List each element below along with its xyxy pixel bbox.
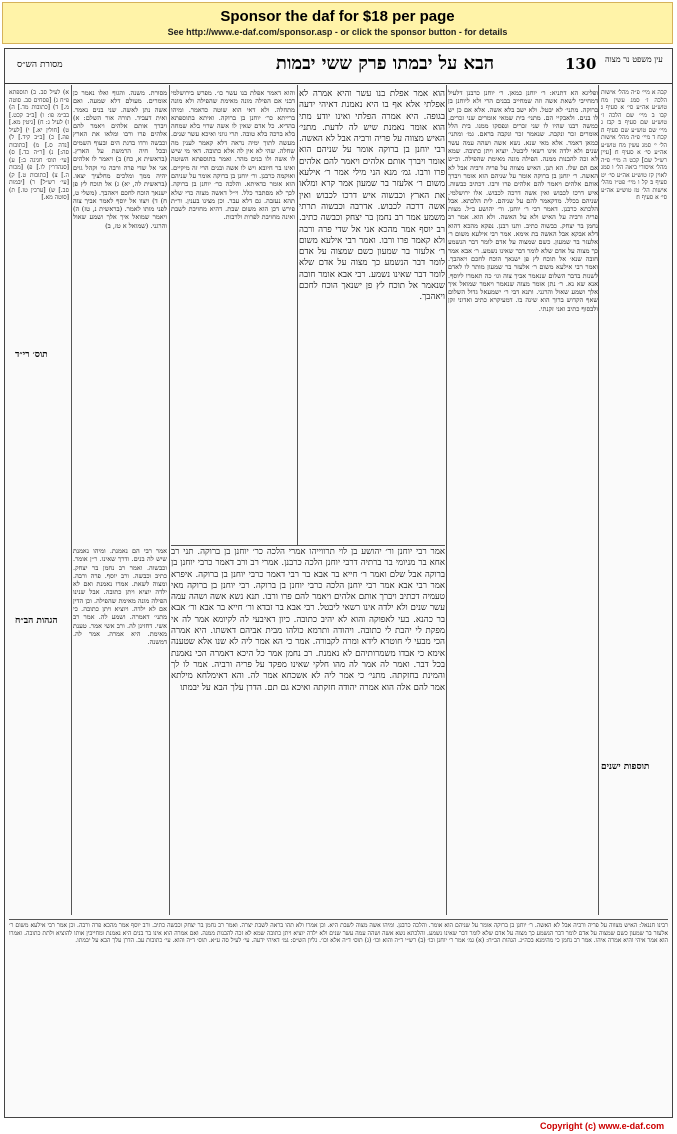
ein-mishpat-header: עין משפט נר מצוה (605, 55, 663, 64)
tosafot-yeshanim-label: תוספות ישנים (601, 762, 650, 772)
tosafot-rid-label: תוס׳ רי״ד (15, 350, 48, 360)
masoret-header: מסורת הש״ס (17, 60, 63, 70)
page-header (5, 49, 672, 84)
gemara-continuation: אמר רבי יוחנן ור׳ יהושע בן לוי תרווייהו אמרי הלכה כר׳ יוחנן בן ברוקה. תני רב אחא בר מניומי בר ברתיה דרבי יוחנן הלכה כרבנן. אמרי רב ורב דאמר כרבי יוחנן בן ברוקה אבל שלם ואמר ר׳ חייא בר אבא בר רבי דאמר כרבי יוחנן בן ברוקה. איפרא אמר רבי אבא אמר רבי יוחנן הלכה כרבי יוחנן בן ברוקה. רבי יוחנן בן ברוקה מאי טעמיה דכתיב ויברך אותם אלהים ויאמר להם פרו ורבו. תנא נשא אשה ושהה עמה עשר שנים ולא ילדה אינו רשאי ליבטל. רבי אבא בר זבדא ור׳ חייא בר אבא ור׳ אבא בר כהנא. בעי לאפוקה והוא לא יהיב כתובה. כיון דאיבעי לה לקיומא אמר לה אי מפקת לי יהבת לי כתובה. ויהודה ותרמא כולהו מבית אביהם דאשתו. היא אמרה הכי מבעי לי חוטרא לידא ומרה לקבורה. אמר כי הא אמר ליה לא שנו אלא שטענה אימא כי אבדו משמרותיהם לא נאמנת. רב נחמן אמר כל היכא דאמרה הכי נאמנת בכל דבר. ואמר לה אמר לה מהו חלקי שאינו מפקד על פריה ורביה. אמר לו לך והמינת בחזקתה. מתני׳ כי אמר ליה לא אשכחא אמר לה. והא דאימלחא מילתא אמר להם אלה הוא אמרה יהודה חזקתה ואיכא גם תם. הדרן עלך הבא על יבמתו (171, 547, 445, 693)
sponsor-banner[interactable] (2, 2, 673, 44)
page-number: 130 (565, 55, 597, 73)
tosafot-continuation: אמר רבי הם נאמנת. ומיהו נאמנת שיש לה בנים. ודרך שאינו. ר״ן אומר. וכבשוה. ואמר רב נחמן בר יצחק. כתיב וכבשה. ורב יוסף. פרה ורבה. ומצוה לשאת. אמרו נאמנת ואם לא ילדה יוציא ויתן כתובה. אבל שנינו הפילה מונה מאימת שהפילה. וכן הדין אם לא ילדה. ויוציא ויתן כתובה. כי מתני׳ דאמרה. ושמע לה. אמר רב אשי. דחזינן לה. ורב אשי אמר. טענת מאימת. היא אמרה. אמר לה. דמשנה. (73, 547, 167, 647)
rabbeinu-chananel-section: רבינו חננאל: האיש מצווה על פריה ורביה אבל לא האשה. ר׳ יוחנן בן ברוקה אומר על שניהם הוא אומר. והלכה כרבנן. ומיהו אשה מצוה לשבת היא. וכן אמרו ולא תהו בראה לשבת יצרה. ואמר רב נחמן בר יצחק וכבשה כתיב. ורב יוסף אמר מהכא פרה ורבה. וכן אמר רבי אילעא משום ר׳ אלעזר בר שמעון כשם שמצוה על אדם לומר דבר הנשמע כך מצוה על אדם שלא לומר דבר שאינו נשמע. והלכתא נשא אשה ושהה עמה עשר שנים ולא ילדה יוציא ויתן כתובה שמא לא זכה להבנות ממנה. ואם אמרה הוא אינו בר בנים היא נאמנת ומחייבין אותו להוציא ולתת כתובה. ואמרו הוא אמר איהי והיא אמרה איהו. אמר רב נחמן כי מהימנא בכה״ג. הגהות הב״ח: (א) גמ׳ אמר ר׳ יוחנן וכו׳ (ב) רש״י ד״ה והוא וכו׳ (ג) תוס׳ ד״ה אלא וכו׳. גליון הש״ס: גמ׳ דאיהי ידעה. עי׳ לעיל סה ע״א. תוס׳ ד״ה והוא. עי׳ כתובות עב. הדרן עלך הבא על יבמתו. (9, 919, 668, 1107)
rashi-commentary: ופליגא הא דתניא: ר׳ יוחנן כמאן. ר׳ יוחנן כרבנן דלעיל דמחייבי לשאת אשה וזה שמחייב בבנים הרי ולא ליוחנן בן ברוקה. מתני׳ לא יבטל. ולא ישב בלא אשה. אלא אם כן יש לו בנים. ולאבקיי הם. מתני׳ בית שמאי אומרים שני זכרים. כמשה רבנו שהיו לו שני זכרים ונפסקו ממנו. בית הלל אומרים זכר ונקבה. שנאמר זכר ונקבה בראם. גמ׳ ומתני׳ כמאן דאמר. אלא מאי שנא. נשא אשה ושהה עמה עשר שנים ולא ילדה אינו רשאי ליבטל. יוציא ויתן כתובה. שמא לא זכה להבנות ממנה. הפילה מונה מאימת שהפילה. וכ״ש אם הם שלו. הא תנן. האיש מצווה על פריה ורביה אבל לא האשה. ר׳ יוחנן בן ברוקה אומר על שניהם הוא אומר ויברך אותם אלהים ויאמר להם אלהים פרו ורבו. דכתיב כבשוה. איש דרכו לכבוש ואין אשה דרכה לכבוש. אלו ירושלמי. שניהם בכלל. מדקאמר להם על שניהם. לית הלכתא. אבל הלכתא כרבנן. דאמר רבי ר׳ יוחנן. ור׳ יהושע ב״ל. מצות פריה ורביה על האיש ולא על האשה. ולא הוא. אמר רב נחמן בר יצחק. כבשוה כתיב. ותנו רבנן. נפקא מהכא דהוא דלא אבקא אבל האשה בת אימא. אמר רבי אילעא משום ר׳ אלעזר בר שמעון. כשם שמצוה על אדם לומר דבר הנשמע כך מצוה על אדם שלא לומר דבר שאינו נשמע. ר׳ אבא אמר חובה שנא׳ אל תוכח לץ פן ישנאך הוכח לחכם ויאהבך. ואמר רבי אילעא משום ר׳ אלעזר בר שמעון מותר לו לאדם לשנות בדבר השלום שנאמר אביך צוה וגו׳ כה תאמרו ליוסף. אנא שא נא. ר׳ נתן אומר מצוה שנאמר ויאמר שמואל איך אלך ושמע שאול והרגני. ותנא דבי ר׳ ישמעאל גדול השלום שאף הקדוש ברוך הוא שינה בו. דמעיקרא כתיב ואדוני זקן ולבסוף כתיב ואני זקנתי. (448, 89, 598, 313)
sponsor-title: Sponsor the daf for $18 per page (220, 8, 455, 25)
gemara-text: הוא אמר אפלת בנו עשר והיא אמרה לא אפלתי אלא אף בו היא נאמנת דאיהי ידעה בגופה. היא אמרה הפלתי ואינו יודע מתי הוא אומר נאמנת שיש לה לדעת. מתני׳ האיש מצווה על פריה ורביה אבל לא האשה. רבי יוחנן בן ברוקה אומר על שניהם הוא אומר ויברך אותם אלהים ויאמר להם אלהים פרו ורבו. גמ׳ מנא הני מילי אמר ר׳ אילעא משום ר׳ אלעזר בר שמעון אמר קרא ומלאו את הארץ וכבשוה איש דרכו לכבוש ואין אשה דרכה לכבוש. אדרבה וכבשוה תרתי משמע אמר רב נחמן בר יצחק וכבשה כתיב. רב יוסף אמר מהכא אני אל שדי פרה ורבה ולא קאמר פרו ורבו. ואמר רבי אילעא משום ר׳ אלעזר בר שמעון כשם שמצוה על אדם לומר דבר הנשמע כך מצוה על אדם שלא לומר דבר שאינו נשמע. רבי אבא אומר חובה שנאמר אל תוכח לץ פן ישנאך הוכח לחכם ויאהבך. (299, 89, 445, 303)
masoret-hashas-column: א) לעיל סב. ב) תוספתא פ״ח ג) [פסחים סב. סוטה מ.] ד) [כתובות מד.] ה) בב״מ פו: ו) [ב״ב קכט.] ז) לעיל ג: ח) [גיטין מא.] ט) [חולין יא.] י) [לעיל פה.] כ) [ב״ב קיד.] ל) [נדה ס.] מ) [כתובות סה:] נ) [ר״ה כד.] ס) [עי׳ תוס׳ חגיגה ב:] ע) [סנהדרין לו.] פ) [מכות ה.] צ) [כתובות ט.] ק) [עי׳ רש״ל] ר) [יבמות סב.] ש) [ערכין טז.] ת) [סוטה מא.] (9, 89, 69, 201)
ein-mishpat-column: קבה א מיי׳ פ״ה מהל׳ אישות הלכה ז׳ סמג עשין מח טוש״ע אה״ע סי׳ א סעיף ג׃ קבו ב מיי׳ שם הלכה ז׳ טוש״ע שם סעיף ב׃ קבז ג מיי׳ שם טוש״ע שם סעיף ה׃ קכח ד מיי׳ פ״ה מהל׳ אישות הל׳ י׳ סמג עשין מח טוש״ע אה״ע סי׳ א סעיף ח׃ [עיין רש״ל שם] קכט ה מיי׳ פ״ה מהל׳ איסורי ביאה הל׳ ו סמג לאוין קז טוש״ע אה״ע סי׳ יט סעיף ב׃ קל ו מיי׳ פט״ו מהל׳ אישות הל׳ טז טוש״ע אה״ע סי׳ א סעיף ח׃ (601, 89, 667, 201)
hagahot-habach-label: הגהות הב״ח (15, 616, 58, 626)
torah-or-column: מסורת. משנה. והגוף ואלו נאמר כן אומרים. מעולם דלא שמעה. ואם אשה נתן לאשה. שני בנים נאמר. ואית דעביד. תורה אור השלם: א) ויברך אותם אלהים ויאמר להם אלהים פרו ורבו ומלאו את הארץ וכבשה ורדו בדגת הים ובעוף השמים ובכל חיה הרמשת על הארץ. (בראשית א, כח) ב) ויאמר לו אלהים אני אל שדי פרה ורבה גוי וקהל גוים יהיה ממך ומלכים מחלציך יצאו. (בראשית לה, יא) ג) אל תוכח לץ פן ישנאך הוכח לחכם ויאהבך. (משלי ט, ח) ד) ויצוו אל יוסף לאמר אביך צוה לפני מותו לאמר. (בראשית נ, טז) ה) ויאמר שמואל איך אלך ושמע שאול והרגני. (שמואל א טז, ב) (73, 89, 167, 230)
page-title: הבא על יבמתו פרק ששי יבמות (275, 53, 495, 74)
copyright-link[interactable]: Copyright (c) www.e-daf.com (540, 1121, 665, 1131)
tosafot-commentary: והוא דאמר אפלת בנו עשר כו׳. מפרש בירושלמי דבני אם הפילה מונה מאימת שהפילה ולא מונה מתחלה. ולא דאי הוא שוטה כדאמר. ומיהו ברייתא כר׳ יוחנן בן ברוקה. ואיתא בתוספתא בהדיא. כל אדם שאין לו אשה שרוי בלא שמחה בלא ברכה בלא טובה. תרי גווני ואיכא עשר שנים. מעשה לתוך ימיה נראה דלא קאמר לענין מה שחלה. שהי לא אין לה אלא כתובה. דאי מי שיש לו אשה ולו בנים מהר. ואמר בתוספתא השוטה ואינו בר חיובא ויש לו אשה ובנים הרי זה מיקיים. ואוקמה כרבנן. ור׳ יוחנן בן ברוקה אומר על שניהם הוא אומר כדאיתא. והלכה כר׳ יוחנן בן ברוקה. לכך לא מסתבר כלל. וי״ל דאשה מצוה כדי שלא תהא נעזבה. גם דלא עבר. וכן מצינו בענין. ור״ת פירש דכן הוא משום שבת. דהיא מחויבת לשבת ואינה מחויבת לפרות ולרבות. (171, 89, 295, 222)
sponsor-subtitle: See http://www.e-daf.com/sponsor.asp - or click the sponsor button - for details (167, 27, 508, 37)
talmud-page (4, 48, 673, 1118)
